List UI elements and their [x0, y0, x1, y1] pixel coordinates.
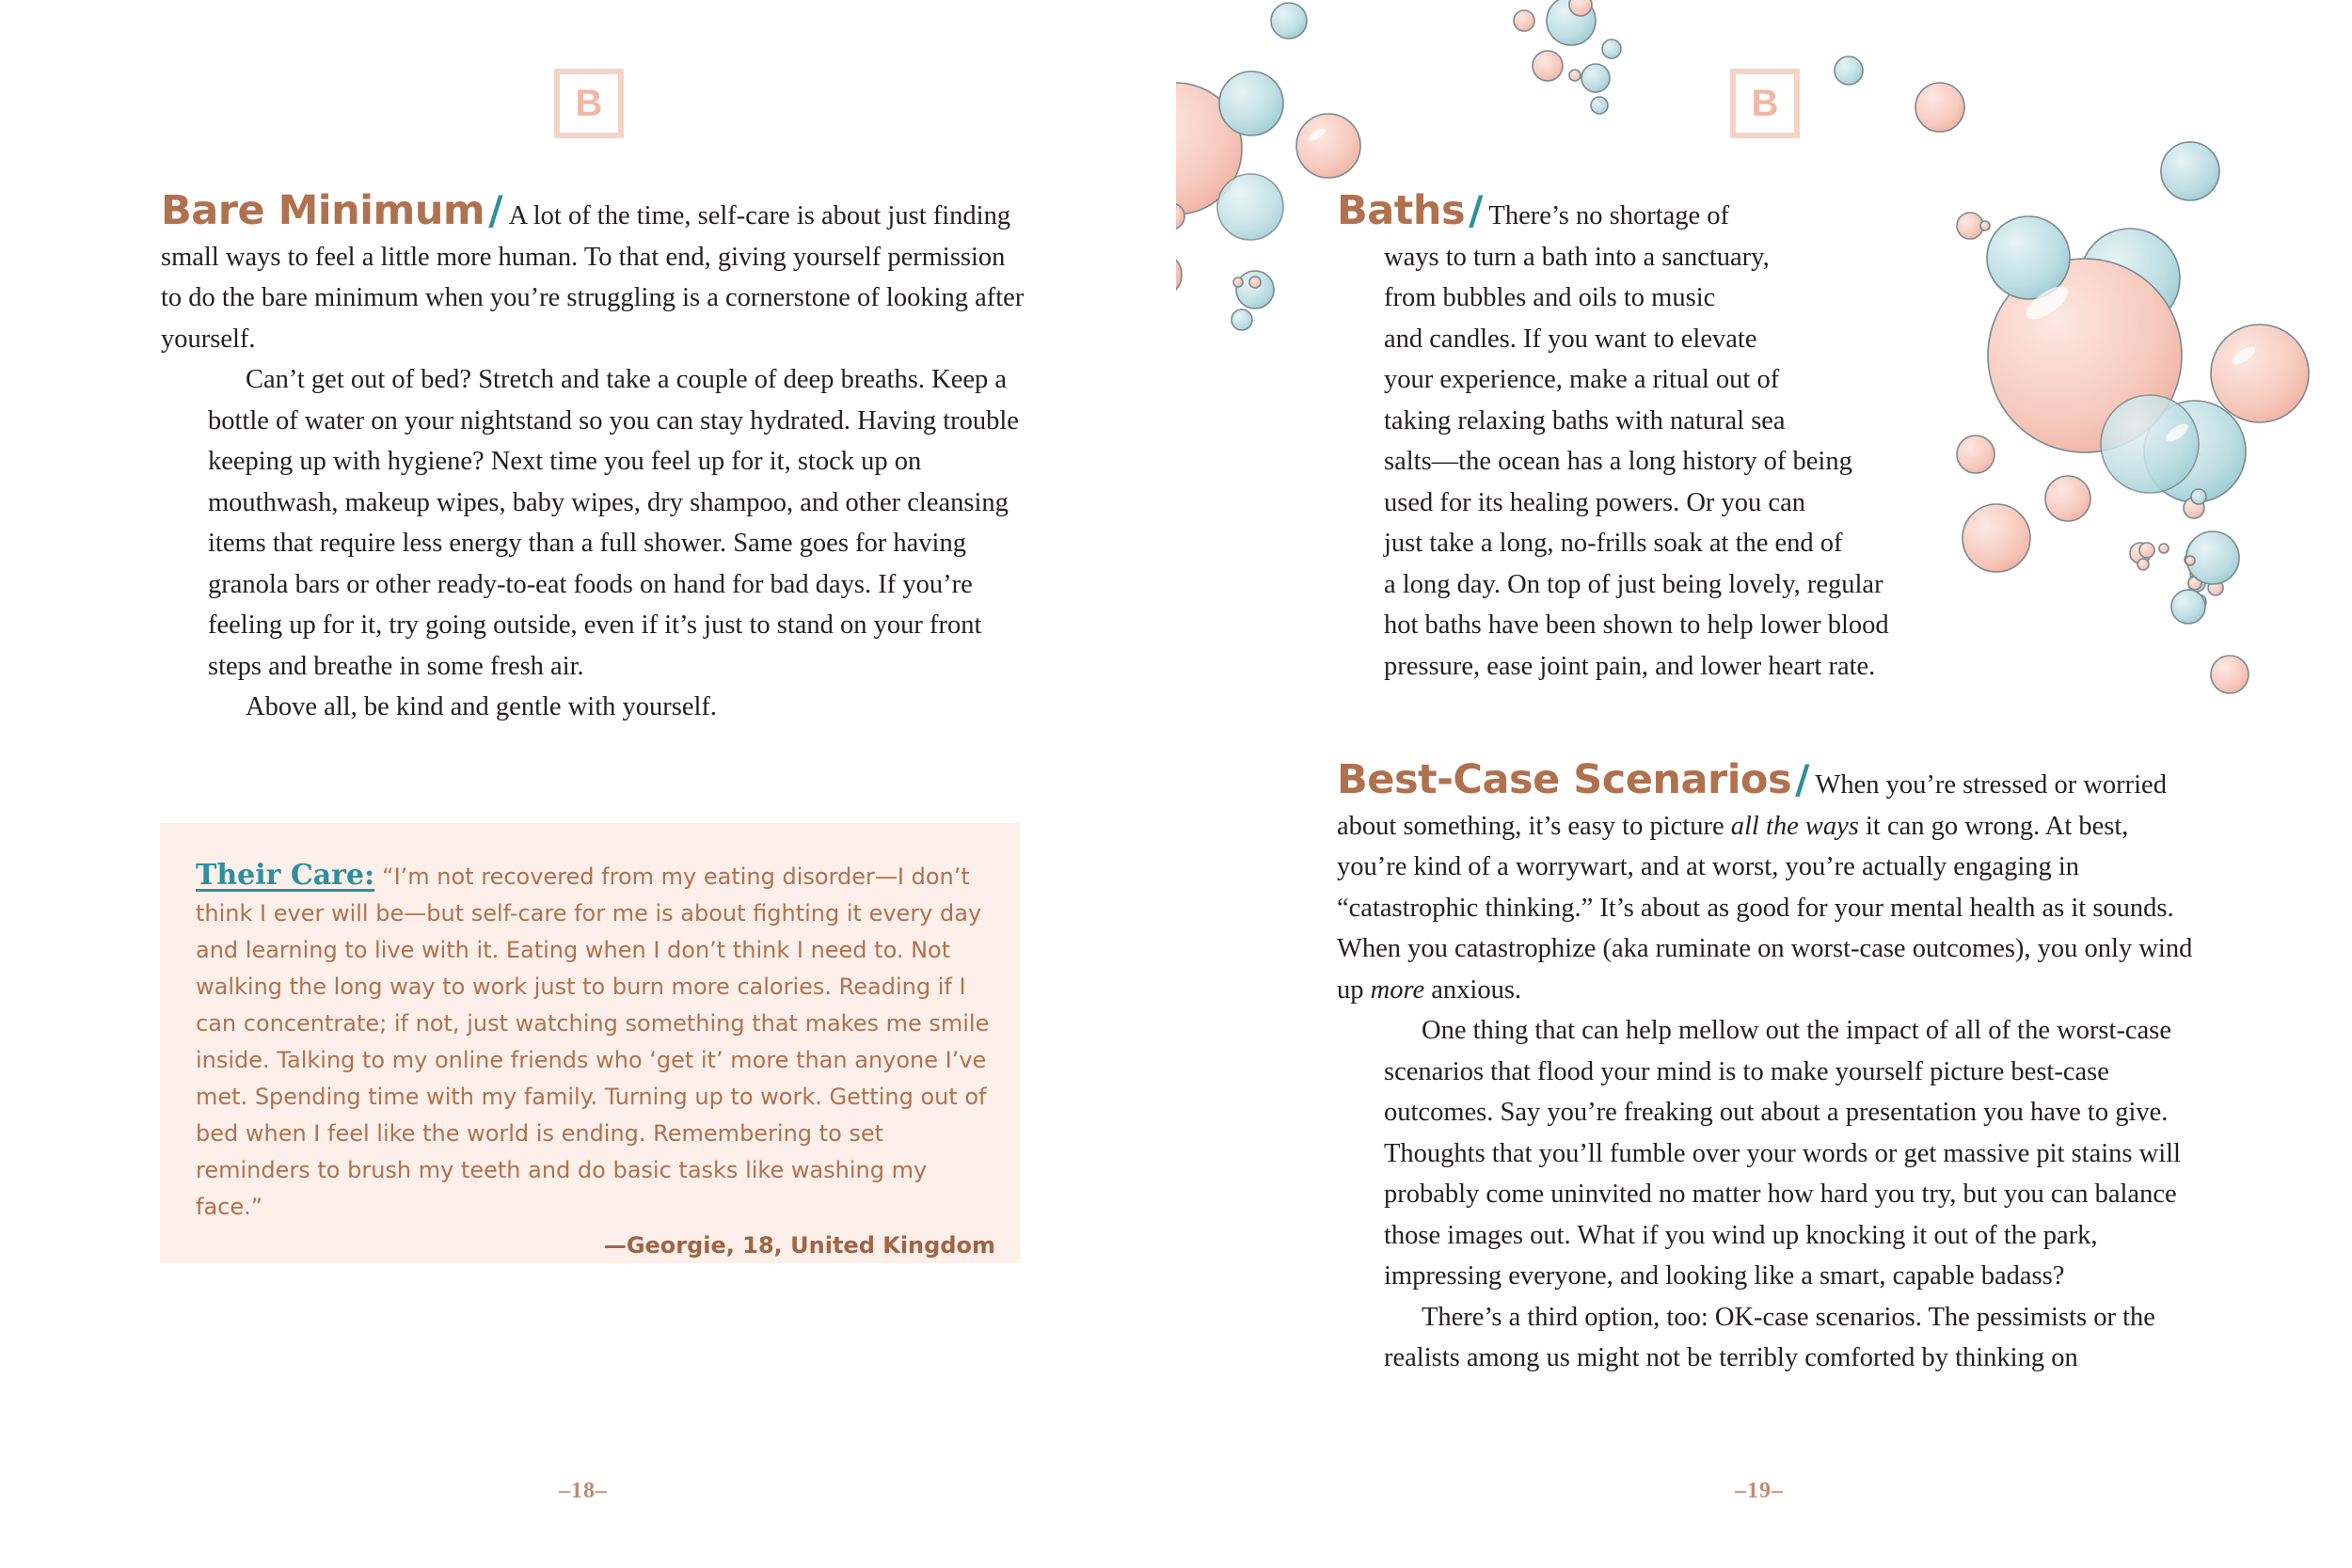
entry-heading: Baths	[1337, 187, 1466, 234]
entry-heading: Best-Case Scenarios	[1337, 756, 1792, 803]
sidebar-title: Their Care:	[196, 859, 375, 892]
baths-line: salts—the ocean has a long history of being	[1384, 447, 1852, 476]
entry-first-paragraph	[1337, 756, 2199, 1010]
section-letter-marker: B	[1730, 69, 1800, 138]
section-letter-marker: B	[554, 69, 624, 138]
paragraph-text: When you’re stressed or worried about something, it’s easy to picture	[1337, 770, 2167, 841]
sidebar-attribution: —Georgie, 18, United Kingdom	[603, 1232, 995, 1259]
baths-first-line	[1337, 187, 1995, 237]
entry-paragraph: One thing that can help mellow out the impact of all of the worst-case scenarios that flood your mind is to make yourself picture best-case outcomes. Say you’re freaking out about a presentation you have to give. Thoughts that you’ll fumble over your words or get massive pit stains will probably come uninvited no matter how hard you try, but you can balance those images out. What if you wind up knocking it out of the park, impressing everyone, and looking like a smart, capable badass?	[1384, 1016, 2181, 1291]
entry-best-case-scenarios	[1337, 756, 2199, 1379]
baths-line: just take a long, no-frills soak at the end of	[1384, 529, 1843, 558]
baths-line: There’s no shortage of	[1488, 201, 1730, 230]
baths-text-block	[1337, 237, 1995, 688]
right-page	[1176, 0, 2352, 1568]
baths-line: from bubbles and oils to music	[1384, 283, 1716, 312]
entry-slash: /	[1795, 756, 1810, 802]
entry-baths	[1337, 187, 1995, 687]
page-number: –18–	[559, 1479, 608, 1503]
sidebar-quote: “I’m not recovered from my eating disorder—I don’t think I ever will be—but self-care for me is about fighting it every day and learning to live with it. Eating when I don’t think I need to. Not walking the long way to work just to burn more calories. Reading if I can concentrate; if not, just watching something that makes me smile inside. Talking to my online friends who ‘get it’ more than anyone I’ve met. Spending time with my family. Turning up to work. Getting out of bed when I feel like the world is ending. Remembering to set reminders to brush my teeth and do basic tasks like washing my face.”	[196, 863, 990, 1220]
baths-line: ways to turn a bath into a sanctuary,	[1384, 242, 1770, 272]
paragraph-text: A lot of the time, self-care is about just finding small ways to feel a little more human. To that end, giving yourself permission to do the bare minimum when you’re struggling is a cornerstone of looking after yourself.	[161, 201, 1025, 354]
sidebar-body	[196, 857, 995, 1264]
baths-line: taking relaxing baths with natural sea	[1384, 405, 1786, 436]
baths-line: a long day. On top of just being lovely, regular	[1384, 569, 1883, 599]
entry-heading: Bare Minimum	[161, 187, 485, 234]
page-number: –19–	[1735, 1479, 1784, 1503]
baths-line: pressure, ease joint pain, and lower heart rate.	[1384, 651, 1876, 681]
paragraph-text: it can go wrong. At best, you’re kind of a worrywart, and at worst, you’re actually engaging in “catastrophic thinking.” It’s about as good for your mental health as it sounds. When you catastrophize (aka ruminate on worst-case outcomes), you only wind up	[1337, 811, 2193, 1005]
emphasis-text: more	[1370, 974, 1425, 1005]
emphasis-text: all the ways	[1730, 811, 1859, 841]
entry-paragraph: Can’t get out of bed? Stretch and take a couple of deep breaths. Keep a bottle of water on your nightstand so you can stay hydrated. Having trouble keeping up with hygiene? Next time you feel up for it, stock up on mouthwash, makeup wipes, baby wipes, dry shampoo, and other cleansing items that require less energy than a full shower. Same goes for having granola bars or other ready-to-eat foods on hand for bad days. If you’re feeling up for it, try going outside, even if it’s just to stand on your front steps and breathe in some fresh air.	[208, 365, 1019, 681]
entry-paragraph: Above all, be kind and gentle with yourself.	[246, 692, 718, 721]
paragraph-text: anxious.	[1424, 974, 1522, 1005]
entry-paragraph: There’s a third option, too: OK-case scenarios. The pessimists or the realists among us might not be terribly comforted by thinking on	[1384, 1302, 2155, 1372]
baths-line: hot baths have been shown to help lower blood	[1384, 610, 1889, 640]
entry-bare-minimum	[161, 187, 1026, 728]
entry-slash: /	[1469, 187, 1484, 233]
their-care-sidebar	[160, 823, 1021, 1263]
baths-line: your experience, make a ritual out of	[1384, 365, 1780, 394]
baths-line: used for its healing powers. Or you can	[1384, 487, 1805, 517]
entry-slash: /	[488, 187, 503, 233]
entry-first-paragraph	[161, 187, 1026, 359]
baths-line: and candles. If you want to elevate	[1384, 324, 1757, 354]
